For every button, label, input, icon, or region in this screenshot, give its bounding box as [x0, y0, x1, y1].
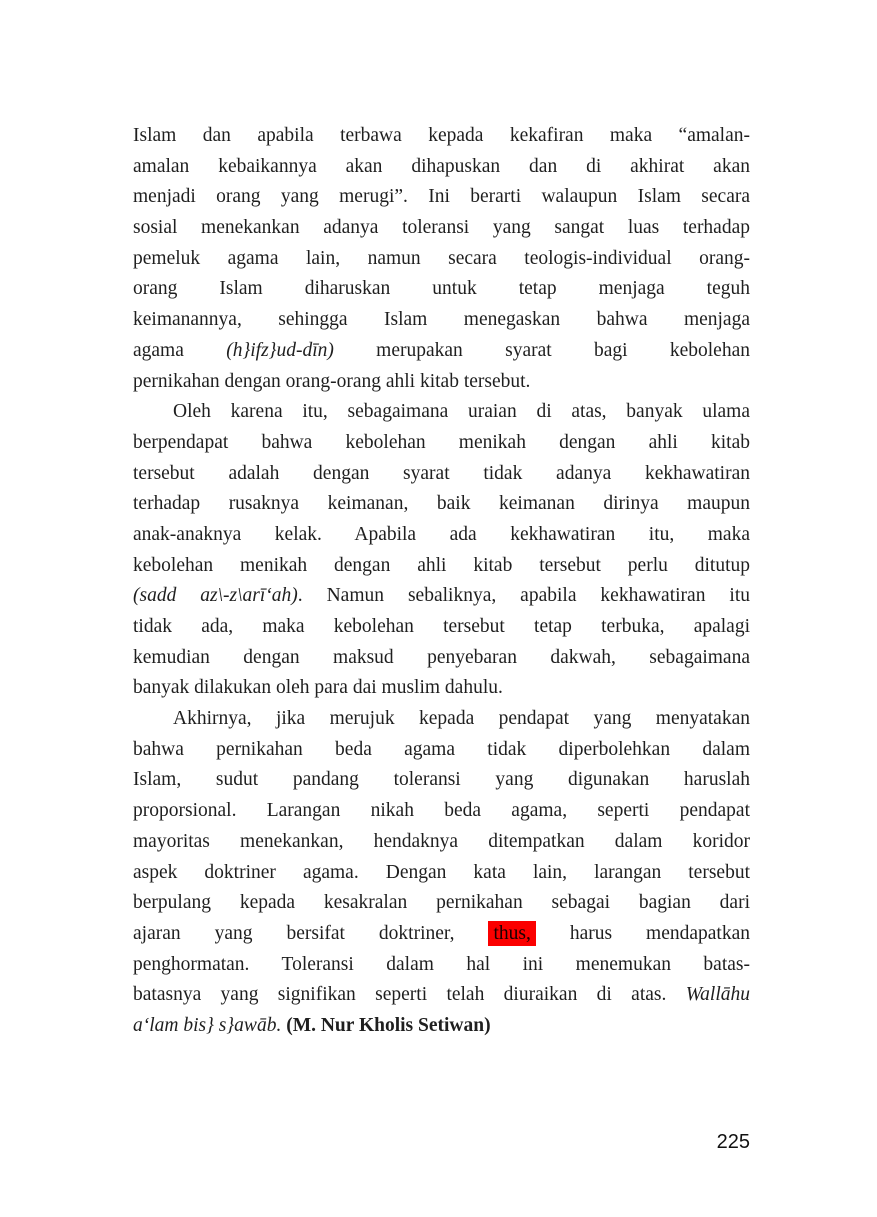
text-segment: pernikahan dengan orang-orang ahli kitab tersebut. [133, 370, 531, 392]
text-segment: banyak dilakukan oleh para dai muslim dahulu. [133, 677, 503, 699]
bold-text: (M. Nur Kholis Setiwan) [286, 1014, 491, 1036]
text-segment: amalan kebaikannya akan dihapuskan dan di akhirat akan [133, 155, 750, 177]
paragraph [133, 704, 750, 1042]
text-segment: kemudian dengan maksud penyebaran dakwah, sebagaimana [133, 646, 750, 668]
text-segment: sosial menekankan adanya toleransi yang sangat luas terhadap [133, 217, 750, 239]
text-segment: Islam dan apabila terbawa kepada kekafiran maka “amalan- [133, 125, 750, 146]
text-line [133, 950, 750, 981]
text-segment: kebolehan menikah dengan ahli kitab tersebut perlu ditutup [133, 554, 750, 576]
text-segment: pemeluk agama lain, namun secara teologis-individual orang- [133, 247, 750, 269]
text-segment: terhadap rusaknya keimanan, baik keimanan dirinya maupun [133, 493, 750, 515]
text-line [133, 765, 750, 796]
text-segment: tersebut adalah dengan syarat tidak adanya kekhawatiran [133, 462, 750, 484]
italic-text: a‘lam bis} s}awāb. [133, 1014, 282, 1036]
body-text [133, 121, 750, 1042]
text-segment: keimanannya, sehingga Islam menegaskan bahwa menjaga [133, 309, 750, 331]
text-segment: berpulang kepada kesakralan pernikahan sebagai bagian dari [133, 892, 750, 914]
text-line [133, 673, 750, 704]
text-line [133, 858, 750, 889]
text-line [133, 980, 750, 1011]
text-line [133, 336, 750, 367]
text-line [133, 152, 750, 183]
text-line [133, 551, 750, 582]
text-line [133, 919, 750, 950]
text-line [133, 428, 750, 459]
text-line [133, 888, 750, 919]
text-line [133, 459, 750, 490]
text-segment: . Namun sebaliknya, apabila kekhawatiran itu [297, 585, 750, 607]
text-line [133, 367, 750, 398]
page-number: 225 [716, 1131, 750, 1153]
text-line [133, 581, 750, 612]
text-line [133, 612, 750, 643]
text-line [133, 489, 750, 520]
text-segment: Islam, sudut pandang toleransi yang digunakan haruslah [133, 769, 750, 791]
text-segment: agama [133, 339, 227, 361]
text-segment: ajaran yang bersifat doktriner, [133, 922, 489, 944]
text-segment: bahwa pernikahan beda agama tidak diperbolehkan dalam [133, 738, 750, 760]
text-line [133, 796, 750, 827]
italic-text: Wallāhu [685, 984, 750, 1006]
text-line [133, 827, 750, 858]
text-line [133, 735, 750, 766]
text-segment: Oleh karena itu, sebagaimana uraian di atas, banyak ulama [173, 401, 750, 423]
text-segment: Akhirnya, jika merujuk kepada pendapat yang menyatakan [173, 708, 750, 730]
text-segment: aspek doktriner agama. Dengan kata lain, larangan tersebut [133, 861, 750, 883]
text-line [133, 305, 750, 336]
text-line [133, 704, 750, 735]
text-line [133, 520, 750, 551]
text-line [133, 182, 750, 213]
highlighted-word: thus, [488, 921, 535, 946]
text-segment: orang Islam diharuskan untuk tetap menjaga teguh [133, 278, 750, 300]
text-line [133, 274, 750, 305]
text-segment: penghormatan. Toleransi dalam hal ini menemukan batas- [133, 953, 750, 975]
text-segment: menjadi orang yang merugi”. Ini berarti walaupun Islam secara [133, 186, 750, 208]
text-segment: harus mendapatkan [535, 922, 750, 944]
italic-text: (sadd az\-z\arī‘ah) [133, 585, 298, 607]
text-segment: mayoritas menekankan, hendaknya ditempatkan dalam koridor [133, 830, 750, 852]
text-segment: anak-anaknya kelak. Apabila ada kekhawatiran itu, maka [133, 523, 750, 545]
text-line [133, 397, 750, 428]
text-segment: proporsional. Larangan nikah beda agama, seperti pendapat [133, 800, 750, 822]
text-segment: merupakan syarat bagi kebolehan [333, 339, 750, 361]
text-line [133, 121, 750, 152]
paragraph [133, 397, 750, 704]
text-segment: berpendapat bahwa kebolehan menikah dengan ahli kitab [133, 431, 750, 453]
italic-text: (h}ifz}ud-dīn) [226, 339, 334, 361]
paragraph [133, 121, 750, 397]
text-line [133, 1011, 750, 1042]
text-segment: batasnya yang signifikan seperti telah diuraikan di atas. [133, 984, 686, 1006]
text-line [133, 643, 750, 674]
text-line [133, 213, 750, 244]
text-segment: tidak ada, maka kebolehan tersebut tetap terbuka, apalagi [133, 616, 750, 637]
text-line [133, 244, 750, 275]
